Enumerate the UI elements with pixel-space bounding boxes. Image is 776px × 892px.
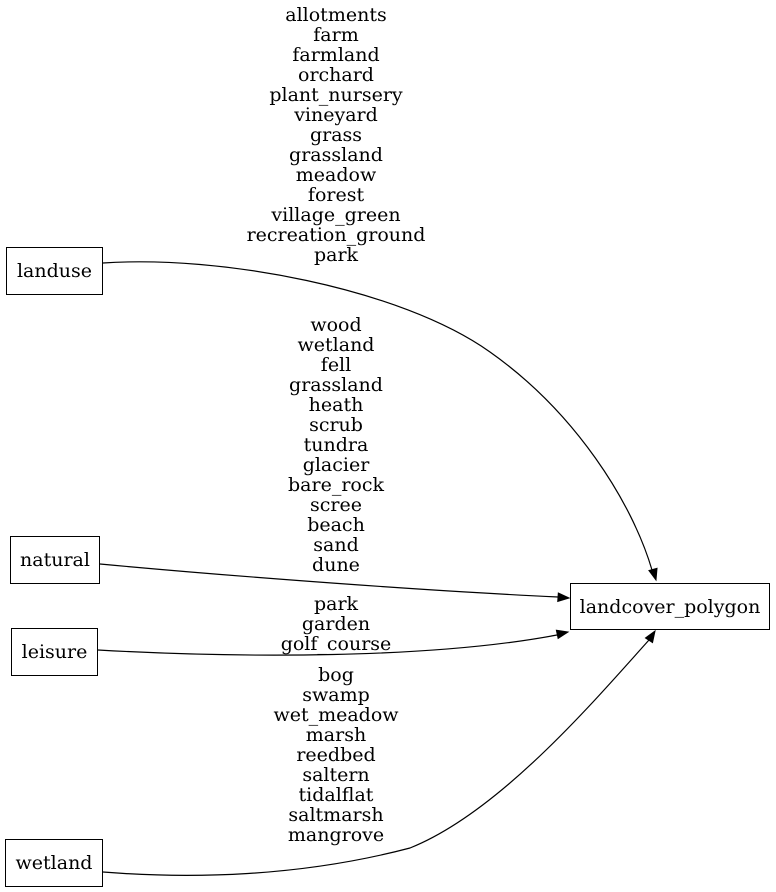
arrowhead-landuse-edge bbox=[649, 568, 660, 581]
node-landuse-label: landuse bbox=[16, 260, 93, 282]
node-wetland bbox=[5, 839, 103, 887]
edge-label-landuse-values: allotments farm farmland orchard plant_nursery vineyard grass grassland meadow forest village_green recreation_ground park bbox=[246, 4, 426, 266]
edge-label-leisure-values: park garden golf_course bbox=[280, 593, 392, 655]
node-natural-label: natural bbox=[20, 549, 90, 571]
edge-label-wetland-values: bog swamp wet_meadow marsh reedbed saltern tidalflat saltmarsh mangrove bbox=[273, 664, 399, 846]
arrowhead-natural-edge bbox=[558, 593, 570, 602]
node-natural bbox=[10, 536, 100, 584]
node-wetland-label: wetland bbox=[15, 852, 93, 874]
node-leisure-label: leisure bbox=[21, 641, 88, 663]
node-landcover-polygon-label: landcover_polygon bbox=[579, 595, 761, 618]
edge-label-natural-values: wood wetland fell grassland heath scrub tundra glacier bare_rock scree beach sand dune bbox=[288, 314, 384, 576]
node-landuse bbox=[6, 247, 103, 295]
arrowhead-leisure-edge bbox=[556, 628, 569, 639]
arrowhead-wetland-edge bbox=[645, 629, 658, 643]
node-landcover-polygon bbox=[570, 583, 770, 630]
node-leisure bbox=[11, 628, 98, 676]
